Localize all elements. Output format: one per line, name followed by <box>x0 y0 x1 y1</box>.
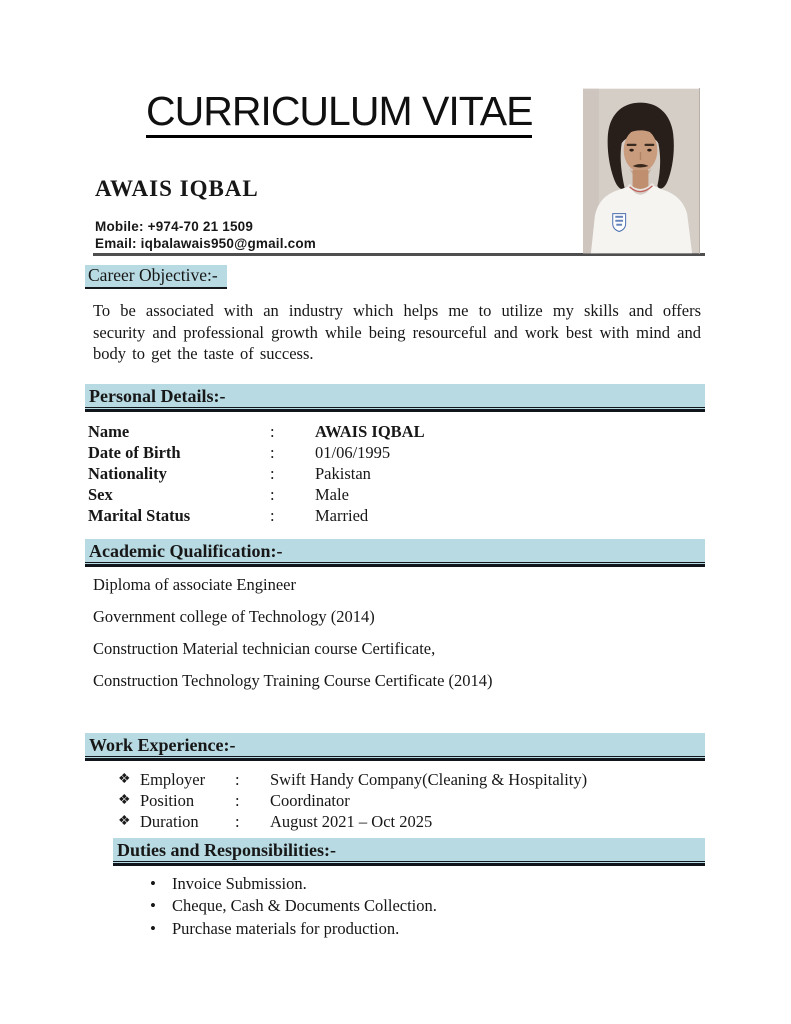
section-heading-work-experience <box>85 733 705 761</box>
field-label: Sex <box>88 484 113 504</box>
career-objective-text: To be associated with an industry which helps me to utilize my skills and offers security and professional growth while being resourceful and work best with mind and body to get the taste of success. <box>93 301 701 363</box>
dot-bullet-icon: • <box>150 873 156 893</box>
document-title: CURRICULUM VITAE <box>146 91 532 138</box>
section-heading-career-objective: Career Objective:- <box>85 265 227 289</box>
work-experience-heading-text: Work Experience:- <box>89 734 236 755</box>
table-row-duration <box>118 811 791 832</box>
field-value: AWAIS IQBAL <box>315 421 425 441</box>
field-value: Pakistan <box>315 463 371 483</box>
table-row-date-of-birth <box>88 442 791 463</box>
email-value: iqbalawais950@gmail.com <box>140 236 317 251</box>
field-value: August 2021 – Oct 2025 <box>270 811 433 831</box>
field-separator: : <box>235 811 240 831</box>
field-separator: : <box>270 421 275 441</box>
personal-details-table <box>88 421 791 526</box>
academic-qualification-heading-text: Academic Qualification:- <box>89 540 283 561</box>
list-item: Government college of Technology (2014) <box>93 606 375 626</box>
field-value: 01/06/1995 <box>315 442 391 462</box>
duty-text: Invoice Submission. <box>172 873 307 893</box>
academic-qualification-list <box>93 575 791 691</box>
duty-text: Purchase materials for production. <box>172 918 400 938</box>
candidate-name: AWAIS IQBAL <box>95 176 259 201</box>
field-value: Coordinator <box>270 790 350 810</box>
field-label: Position <box>140 790 195 810</box>
field-value: Swift Handy Company(Cleaning & Hospitality) <box>270 769 588 789</box>
section-heading-academic-qualification <box>85 539 705 567</box>
field-label: Name <box>88 421 130 441</box>
table-row-marital-status <box>88 505 791 526</box>
list-item: Construction Technology Training Course Certificate (2014) <box>93 670 493 690</box>
section-heading-duties-responsibilities <box>113 838 705 866</box>
profile-photo <box>583 88 700 254</box>
mobile-label: Mobile: <box>95 219 144 234</box>
field-value: Married <box>315 505 369 525</box>
dot-bullet-icon: • <box>150 896 156 915</box>
mobile-value: +974-70 21 1509 <box>147 219 254 234</box>
diamond-bullet-icon: ❖ <box>118 792 131 808</box>
career-objective-heading-row <box>85 265 791 289</box>
email-label: Email: <box>95 236 137 251</box>
field-separator: : <box>270 442 275 462</box>
list-item <box>150 873 791 896</box>
field-label: Marital Status <box>88 505 191 525</box>
list-item: Diploma of associate Engineer <box>93 574 296 594</box>
list-item <box>150 895 791 918</box>
field-separator: : <box>235 769 240 789</box>
table-row-name <box>88 421 791 442</box>
dot-bullet-icon: • <box>150 918 156 938</box>
duty-text: Cheque, Cash & Documents Collection. <box>172 896 437 915</box>
duties-list <box>150 873 791 941</box>
diamond-bullet-icon: ❖ <box>118 813 131 829</box>
table-row-employer <box>118 769 791 790</box>
field-separator: : <box>270 484 275 504</box>
table-row-position <box>118 790 791 811</box>
personal-details-heading-text: Personal Details:- <box>89 385 226 406</box>
field-label: Nationality <box>88 463 167 483</box>
list-item: Construction Material technician course Certificate, <box>93 638 436 658</box>
list-item <box>150 918 791 941</box>
diamond-bullet-icon: ❖ <box>118 771 131 787</box>
duties-heading-text: Duties and Responsibilities:- <box>117 839 337 860</box>
field-label: Date of Birth <box>88 442 181 462</box>
field-separator: : <box>235 790 240 810</box>
field-label: Duration <box>140 811 199 831</box>
work-experience-table <box>118 769 791 832</box>
table-row-sex <box>88 484 791 505</box>
field-separator: : <box>270 463 275 483</box>
section-heading-personal-details <box>85 384 705 412</box>
portrait-photo-graphic <box>583 88 699 254</box>
field-value: Male <box>315 484 349 504</box>
field-label: Employer <box>140 769 206 789</box>
field-separator: : <box>270 505 275 525</box>
table-row-nationality <box>88 463 791 484</box>
